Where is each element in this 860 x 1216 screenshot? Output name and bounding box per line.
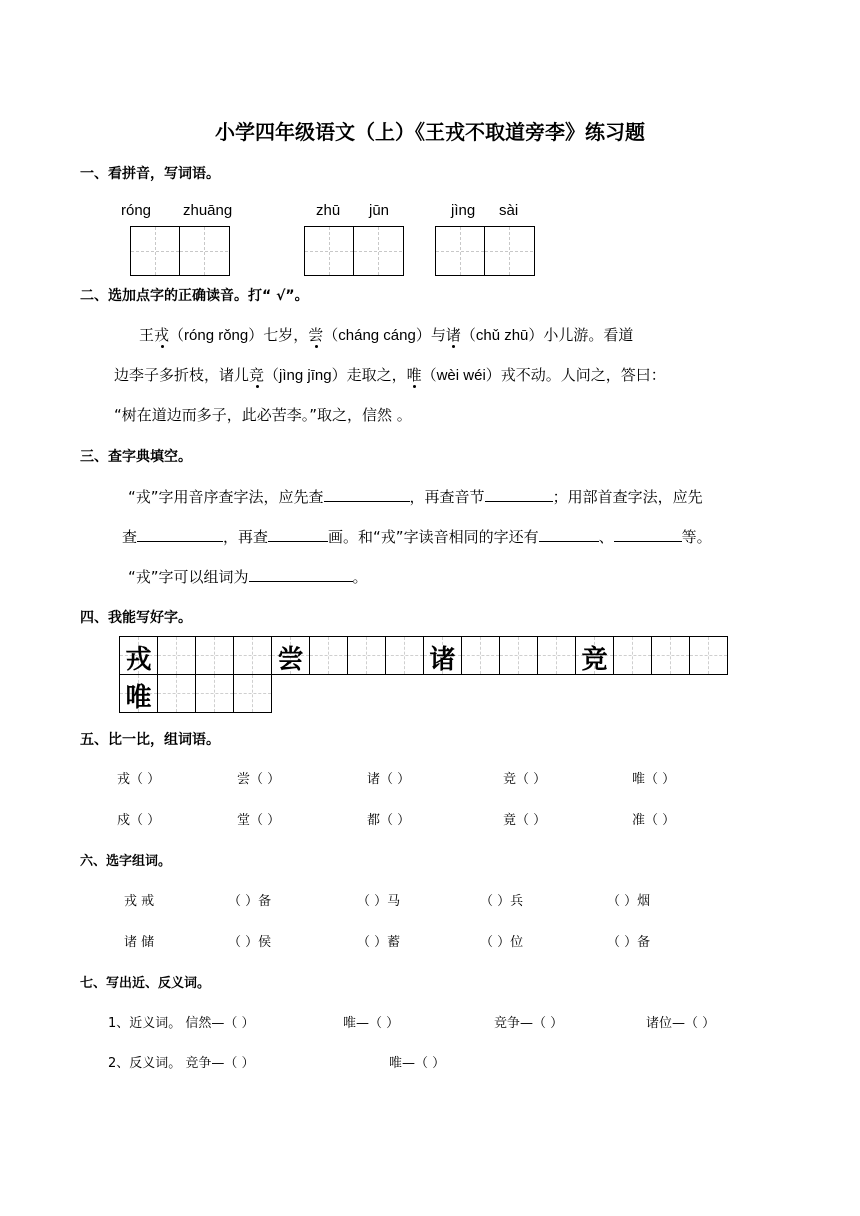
section-2-heading: 二、选加点字的正确读音。打“ √”。 [80,288,309,304]
choice-item[interactable]: （ ）备 [228,894,272,909]
practice-cell[interactable] [538,637,576,675]
compare-item[interactable]: 都（ ） [367,813,411,828]
writing-box-1[interactable] [130,226,230,276]
text: “戎”字用音序查字法，应先查 [128,488,324,506]
compare-item[interactable]: 准（ ） [632,813,676,828]
practice-cell[interactable] [158,675,196,713]
practice-cell[interactable] [462,637,500,675]
pinyin-1b: zhuāng [183,202,233,219]
choice-item[interactable]: （ ）烟 [607,894,651,909]
compare-item[interactable]: 唯（ ） [632,772,676,787]
choice-item[interactable]: （ ）马 [357,894,401,909]
choice-chars: 诸 储 [124,935,155,950]
text: ，再查 [223,528,269,546]
choice-item[interactable]: （ ）侯 [228,935,272,950]
practice-cell[interactable] [234,637,272,675]
compare-item[interactable]: 竟（ ） [503,813,547,828]
model-char: 尝 [277,645,304,675]
practice-cell[interactable] [652,637,690,675]
section-5-heading: 五、比一比，组词语。 [80,732,220,748]
compare-item[interactable]: 堂（ ） [237,813,281,828]
compare-item[interactable]: 尝（ ） [237,772,281,787]
dict-line-3 [128,566,368,587]
blank[interactable] [614,527,682,542]
practice-cell[interactable] [690,637,728,675]
practice-cell[interactable] [348,637,386,675]
pinyin-choice[interactable]: （wèi wéi）戎不动。人问之，答曰： [421,367,666,384]
text: ；用部首查字法，应先 [552,488,703,506]
text: 边李子多折枝，诸儿 [114,366,250,384]
pinyin-3a: jìng [451,202,476,219]
compare-item[interactable]: 戍（ ） [117,813,161,828]
practice-cell[interactable] [500,637,538,675]
model-char: 唯 [125,683,152,713]
pinyin-choice[interactable]: （jìng jīng）走取之， [264,367,407,384]
choice-chars: 戎 戒 [124,894,155,909]
practice-cell[interactable] [614,637,652,675]
section-4-heading: 四、我能写好字。 [80,610,192,626]
choice-item[interactable]: （ ）位 [480,935,524,950]
section-3-heading: 三、查字典填空。 [80,449,192,465]
section-6-heading: 六、选字组词。 [80,854,172,869]
dotted-char: 戎 [154,326,170,344]
antonym-item[interactable]: 唯—（ ） [389,1056,446,1071]
dotted-char: 竞 [249,366,265,384]
blank[interactable] [249,567,353,582]
pinyin-3b: sài [499,202,519,219]
pinyin-1a: róng [121,202,152,219]
choice-item[interactable]: （ ）备 [607,935,651,950]
passage-line-2 [114,364,666,385]
antonym-item[interactable]: 2、反义词。 竞争—（ ） [108,1056,255,1071]
blank[interactable] [485,487,553,502]
blank[interactable] [268,527,328,542]
dict-line-1 [128,486,703,507]
text: 等。 [681,528,712,546]
text: 、 [598,528,614,546]
practice-cell[interactable] [196,675,234,713]
page-title: 小学四年级语文（上）《王戎不取道旁李》练习题 [215,120,645,144]
compare-item[interactable]: 戎（ ） [117,772,161,787]
pinyin-choice[interactable]: （chǔ zhū）小儿游。看道 [460,327,634,344]
compare-item[interactable]: 竞（ ） [503,772,547,787]
passage-line-1 [139,324,633,345]
model-char: 竞 [581,645,608,675]
text: ，再查音节 [409,488,485,506]
compare-item[interactable]: 诸（ ） [367,772,411,787]
choice-item[interactable]: （ ）蓄 [357,935,401,950]
writing-box-3[interactable] [435,226,535,276]
practice-grid-row-1 [119,636,728,675]
choice-item[interactable]: （ ）兵 [480,894,524,909]
dotted-char: 诸 [445,326,461,344]
dict-line-2 [122,526,712,547]
text: 画。和“戎”字读音相同的字还有 [328,528,539,546]
model-char: 戎 [125,645,152,675]
dotted-char: 尝 [308,326,324,344]
model-char: 诸 [429,645,456,675]
synonym-item[interactable]: 1、近义词。 信然—（ ） [108,1016,255,1031]
practice-cell[interactable] [234,675,272,713]
pinyin-2b: jūn [369,202,390,219]
practice-cell[interactable] [386,637,424,675]
practice-cell[interactable] [196,637,234,675]
pinyin-2a: zhū [316,202,341,219]
passage-line-3: “树在道边而多子，此必苦李。”取之，信然 。 [114,406,412,424]
practice-cell[interactable] [310,637,348,675]
blank[interactable] [539,527,599,542]
practice-cell[interactable] [158,637,196,675]
blank[interactable] [137,527,223,542]
pinyin-choice[interactable]: （róng rǒng）七岁， [169,327,309,344]
synonym-item[interactable]: 诸位—（ ） [646,1016,716,1031]
text: 查 [122,528,138,546]
text: “戎”字可以组词为 [128,568,249,586]
section-1-heading: 一、看拼音，写词语。 [80,166,220,182]
blank[interactable] [324,487,410,502]
synonym-item[interactable]: 竞争—（ ） [494,1016,564,1031]
practice-grid-row-2 [119,674,272,713]
dotted-char: 唯 [406,366,422,384]
pinyin-choice[interactable]: （cháng cáng）与 [323,327,446,344]
synonym-item[interactable]: 唯—（ ） [343,1016,400,1031]
section-7-heading: 七、写出近、反义词。 [80,976,211,991]
writing-box-2[interactable] [304,226,404,276]
text: 王 [139,326,155,344]
text: 。 [352,568,368,586]
